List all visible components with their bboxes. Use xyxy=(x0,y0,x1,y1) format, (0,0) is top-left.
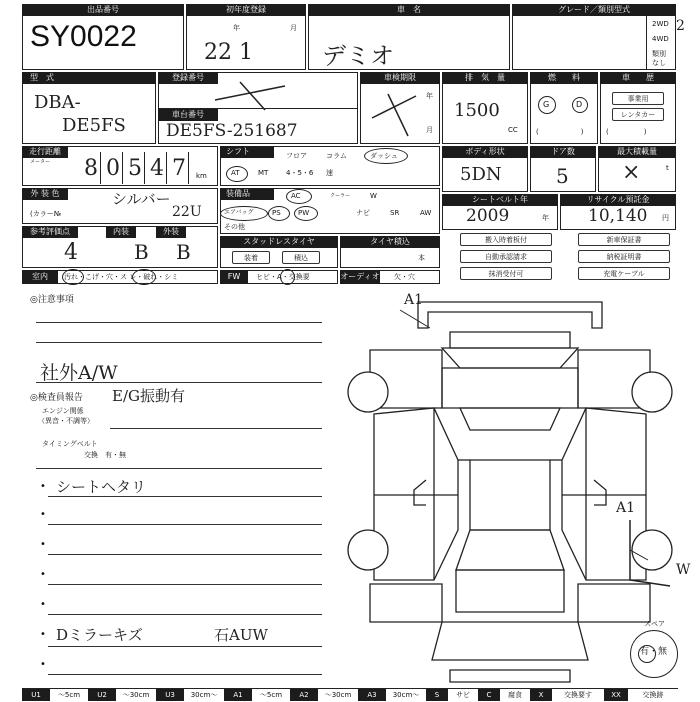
diagram-w-mark: W xyxy=(676,562,691,578)
mileage-digit-4: 7 xyxy=(172,156,186,181)
inspector-label: ◎検査員報告 xyxy=(30,393,83,403)
doc-b6: 充電ケーブル xyxy=(578,267,670,280)
equipment-aw: AW xyxy=(420,209,432,217)
bullet-line-4 xyxy=(48,584,322,585)
capacity-mark: × xyxy=(622,160,641,185)
car-name-value: デミオ xyxy=(322,42,394,70)
legend-code-3: A1 xyxy=(224,689,252,701)
fw-label: FW xyxy=(220,270,248,284)
doc-b3: 自動承認請求 xyxy=(460,250,552,263)
notes-label: ◎注意事項 xyxy=(30,295,74,305)
tire-load-unit: 本 xyxy=(418,254,425,262)
legend-code-4: A2 xyxy=(290,689,318,701)
bullet-line-7 xyxy=(48,674,322,675)
shift-at: AT xyxy=(231,169,240,177)
doc-b2: 新車保証書 xyxy=(578,233,670,246)
mileage-digit-3: 4 xyxy=(150,156,164,181)
inspection-cross xyxy=(368,88,420,140)
legend-text-6: サビ xyxy=(456,691,470,699)
lot-number: SY0022 xyxy=(30,20,137,53)
seatbelt-unit: 年 xyxy=(542,214,549,222)
inspector-bullet2-right: 石AUW xyxy=(214,626,268,644)
first-reg-value: 22 1 xyxy=(204,40,253,65)
equipment-other: その他 xyxy=(224,223,245,231)
inspection-label: 車検期限 xyxy=(360,72,440,84)
scores-exterior-label: 外装 xyxy=(156,226,186,238)
legend-code-9: XX xyxy=(604,689,628,701)
shift-label: シフト xyxy=(220,146,274,158)
mileage-digit-0: 8 xyxy=(84,156,98,181)
notes-line-1 xyxy=(36,322,322,323)
legend-code-5: A3 xyxy=(358,689,386,701)
recycle-value: 10,140 xyxy=(588,206,648,226)
chassis-label: 車台番号 xyxy=(158,109,218,121)
mileage-unit: km xyxy=(196,172,207,180)
displacement-value: 1500 xyxy=(454,100,500,121)
fw-a-circle xyxy=(280,269,295,285)
seatbelt-value: 2009 xyxy=(466,206,510,226)
legend-text-7: 腐食 xyxy=(508,691,522,699)
legend-code-7: C xyxy=(478,689,500,701)
legend-text-0: 〜5cm xyxy=(57,691,81,699)
interior-condition-label: 室内 xyxy=(22,270,58,284)
model-value-line1: DBA- xyxy=(34,92,81,113)
chassis-value: DE5FS-251687 xyxy=(166,121,298,141)
legend-text-2: 30cm〜 xyxy=(190,691,218,699)
equipment-ab: エアバッグ xyxy=(224,209,254,216)
bullet-line-1 xyxy=(48,496,322,497)
body-type-label: ボディ形状 xyxy=(442,146,528,158)
audio-label: オーディオ xyxy=(340,270,380,284)
legend-code-2: U3 xyxy=(156,689,184,701)
inspector-bullet1: シートヘタリ xyxy=(56,478,147,496)
legend-text-8: 交換要す xyxy=(564,691,592,699)
diagram-a1-right: A1 xyxy=(616,500,636,516)
bullet-dot-4: • xyxy=(40,569,46,580)
car-name-label: 車 名 xyxy=(308,4,510,16)
equipment-wac: W xyxy=(370,192,377,200)
inspector-timing-label: タイミングベルト xyxy=(42,440,98,448)
body-type-value: 5DN xyxy=(460,164,502,185)
inspection-year-unit: 年 xyxy=(426,92,433,100)
scores-exterior: B xyxy=(176,240,191,264)
spare-ari-circle xyxy=(638,645,656,663)
fuel-g: G xyxy=(543,100,550,109)
diagram-a1-top: A1 xyxy=(404,292,424,308)
legend-code-6: S xyxy=(426,689,448,701)
capacity-label: 最大積載量 xyxy=(598,146,676,158)
equipment-navi: ナビ xyxy=(356,209,370,217)
shift-speed-unit: 速 xyxy=(326,169,333,177)
grade-nocat: 類別 なし xyxy=(652,50,666,67)
legend-code-0: U1 xyxy=(22,689,50,701)
bullet-line-2 xyxy=(48,524,322,525)
notes-line-2 xyxy=(36,342,322,343)
grade-4wd: 4WD xyxy=(652,35,669,43)
reg-no-label: 登録番号 xyxy=(158,72,218,84)
inspector-timing-value: 交換 有・無 xyxy=(84,451,126,459)
inspector-engine-sub: （異音・不調等） xyxy=(38,417,94,425)
equipment-sr: SR xyxy=(390,209,400,217)
legend-code-8: X xyxy=(530,689,552,701)
lot-label: 出品番号 xyxy=(22,4,184,16)
reg-no-cross xyxy=(210,78,290,112)
spare-label: スペア xyxy=(644,620,665,628)
bullet-dot-2: • xyxy=(40,509,46,520)
grade-hand-mark: 2 xyxy=(676,18,685,34)
grade-divider xyxy=(646,16,647,70)
history-rental: レンタカー xyxy=(612,108,664,121)
rear-left-wheel xyxy=(348,530,388,570)
legend-code-1: U2 xyxy=(88,689,116,701)
doc-b5: 抹消受付可 xyxy=(460,267,552,280)
doors-label: ドア数 xyxy=(530,146,596,158)
legend-text-4: 〜30cm xyxy=(324,691,352,699)
interior-dirty-circle xyxy=(62,269,84,285)
interior-condition-items: 汚れ・こげ・穴・ス レ・破れ・シミ xyxy=(64,273,179,281)
model-label: 型 式 xyxy=(22,72,156,84)
model-value-line2: DE5FS xyxy=(62,115,126,136)
inspector-line-2 xyxy=(36,468,322,469)
grade-2wd: 2WD xyxy=(652,20,669,28)
color-code: 22U xyxy=(172,204,202,220)
shift-dash: ダッシュ xyxy=(370,152,398,160)
bullet-dot-6: • xyxy=(40,629,46,640)
studless-opt1: 装着 xyxy=(232,251,270,264)
bullet-line-3 xyxy=(48,554,322,555)
equipment-ac: AC xyxy=(291,192,301,200)
shift-mt: MT xyxy=(258,169,269,177)
inspector-note1: E/G振動有 xyxy=(112,387,185,405)
color-value: シルバー xyxy=(112,190,171,208)
bullet-dot-7: • xyxy=(40,659,46,670)
bullet-line-6 xyxy=(48,646,322,647)
fw-items: ヒビ・A・交換要 xyxy=(256,273,310,281)
inspector-bullet2: Dミラーキズ xyxy=(56,626,143,644)
legend-text-1: 〜30cm xyxy=(122,691,150,699)
grade-label: グレード／類別型式 xyxy=(512,4,676,16)
recycle-label: リサイクル預託金 xyxy=(560,194,676,206)
scores-total-label: 参考評価点 xyxy=(22,226,78,238)
history-paren: ( ) xyxy=(606,128,647,136)
doc-b4: 納税証明書 xyxy=(578,250,670,263)
equipment-ps: PS xyxy=(272,209,281,217)
mileage-label: 走行距離 xyxy=(22,146,68,158)
scores-interior-label: 内装 xyxy=(106,226,136,238)
displacement-label: 排 気 量 xyxy=(442,72,528,84)
mileage-digit-2: 5 xyxy=(128,156,142,181)
doors-value: 5 xyxy=(556,164,569,188)
inspector-line-1 xyxy=(110,428,322,429)
spare-value: 有・無 xyxy=(640,647,668,657)
scores-total: 4 xyxy=(64,240,78,265)
equipment-label: 装備品 xyxy=(220,188,274,200)
inspection-month-unit: 月 xyxy=(426,126,433,134)
shift-speeds: 4・5・6 xyxy=(286,169,314,177)
bullet-dot-5: • xyxy=(40,599,46,610)
equipment-cooler: クーラー xyxy=(330,193,351,199)
mileage-digit-1: 0 xyxy=(106,156,120,181)
fuel-paren: ( ) xyxy=(536,128,584,136)
legend-text-5: 30cm〜 xyxy=(392,691,420,699)
front-left-wheel xyxy=(348,372,388,412)
fuel-label: 燃 料 xyxy=(530,72,598,84)
front-right-wheel xyxy=(632,372,672,412)
audio-items: 欠・穴 xyxy=(394,273,415,281)
tire-load-label: タイヤ積込 xyxy=(340,236,440,248)
doc-b1: 搬入時着板付 xyxy=(460,233,552,246)
studless-opt2: 積込 xyxy=(282,251,320,264)
first-reg-month-unit: 月 xyxy=(290,24,297,32)
fuel-d: D xyxy=(576,100,583,109)
bullet-dot-1: • xyxy=(40,481,46,492)
bullet-line-5 xyxy=(48,614,322,615)
scores-interior: B xyxy=(134,240,149,264)
history-business: 事業用 xyxy=(612,92,664,105)
mileage-meter: メーター xyxy=(30,159,51,165)
shift-floor: フロア xyxy=(286,152,307,160)
capacity-unit: t xyxy=(666,164,669,172)
notes-line1-text: 社外A/W xyxy=(40,362,118,384)
equipment-pw: PW xyxy=(298,209,310,217)
history-label: 車 歴 xyxy=(600,72,676,84)
recycle-unit: 円 xyxy=(662,214,669,222)
first-reg-label: 初年度登録 xyxy=(186,4,306,16)
studless-label: スタッドレスタイヤ xyxy=(220,236,338,248)
color-code-label: (カラー№ xyxy=(30,210,62,218)
first-reg-year-unit: 年 xyxy=(233,24,240,32)
legend-text-3: 〜5cm xyxy=(259,691,283,699)
legend-text-9: 交換跡 xyxy=(642,691,664,699)
interior-sure-circle xyxy=(132,269,156,285)
displacement-unit: CC xyxy=(508,126,518,134)
bullet-dot-3: • xyxy=(40,539,46,550)
color-label: 外 装 色 xyxy=(22,188,68,200)
inspector-engine-label: エンジン関係 xyxy=(42,407,84,415)
shift-column: コラム xyxy=(326,152,347,160)
rear-right-wheel xyxy=(632,530,672,570)
seatbelt-label: シートベルト年 xyxy=(442,194,558,206)
